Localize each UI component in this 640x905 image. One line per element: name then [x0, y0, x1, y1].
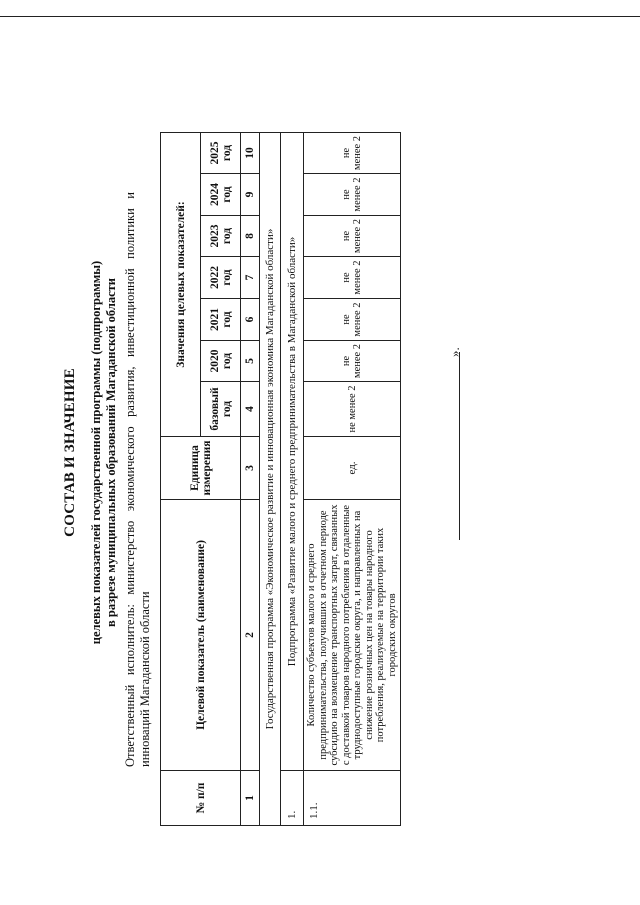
row-value-base: не менее 2: [304, 382, 401, 437]
col-number: 8: [241, 216, 260, 257]
row-unit: ед.: [304, 437, 401, 500]
subtitle-line-1: целевых показателей государственной программы (подпрограммы): [89, 260, 103, 645]
program-row: Государственная программа «Экономическое развитие и инновационная экономика Магаданской области»: [260, 133, 281, 826]
subprogram-num: 1.: [281, 771, 304, 826]
header-year-2020: 2020 год: [201, 341, 241, 382]
col-number: 5: [241, 341, 260, 382]
header-year-2024: 2024 год: [201, 174, 241, 216]
indicators-table: [160, 132, 401, 826]
header-year-base: базовый год: [201, 382, 241, 437]
subprogram-name: Подпрограмма «Развитие малого и среднего предпринимательства в Магаданской области»: [281, 133, 304, 771]
col-number: 3: [241, 437, 260, 500]
col-number: 7: [241, 257, 260, 299]
row-value-2021: не менее 2: [304, 299, 401, 341]
page-edge-line: [0, 16, 640, 17]
row-value-2024: не менее 2: [304, 174, 401, 216]
header-year-2021: 2021 год: [201, 299, 241, 341]
col-number: 6: [241, 299, 260, 341]
row-value-2023: не менее 2: [304, 216, 401, 257]
col-number: 10: [241, 133, 260, 174]
row-value-2025: не менее 2: [304, 133, 401, 174]
subtitle-line-2: в разрезе муниципальных образований Магаданской области: [104, 278, 118, 627]
header-values-group: Значения целевых показателей:: [161, 133, 201, 437]
header-year-2022: 2022 год: [201, 257, 241, 299]
row-num: 1.1.: [304, 771, 401, 826]
col-number: 9: [241, 174, 260, 216]
header-num: № п/п: [161, 771, 241, 826]
row-indicator-name: Количество субъектов малого и среднего предпринимательства, получивших в отчетном периоде субсидию на возмещение транспортных затрат, связанных с доставкой товаров народного потребления в отдаленные труднодоступные городские округа, и направленных на снижение розничных цен на товары народного потребления, реализуемые на территории таких городских округов: [304, 500, 401, 771]
closing-rule: [459, 352, 460, 540]
col-number: 4: [241, 382, 260, 437]
col-number: 1: [241, 771, 260, 826]
responsible-executor: Ответственный исполнитель: министерство экономического развития, инвестиционной политики и инноваций Магаданской области: [123, 192, 152, 767]
col-number: 2: [241, 500, 260, 771]
row-value-2022: не менее 2: [304, 257, 401, 299]
header-unit: Единица измерения: [161, 437, 241, 500]
header-year-2023: 2023 год: [201, 216, 241, 257]
header-year-2025: 2025 год: [201, 133, 241, 174]
header-indicator: Целевой показатель (наименование): [161, 500, 241, 771]
page-title: СОСТАВ И ЗНАЧЕНИЕ: [62, 368, 78, 537]
closing-quote: ».: [447, 347, 462, 357]
row-value-2020: не менее 2: [304, 341, 401, 382]
